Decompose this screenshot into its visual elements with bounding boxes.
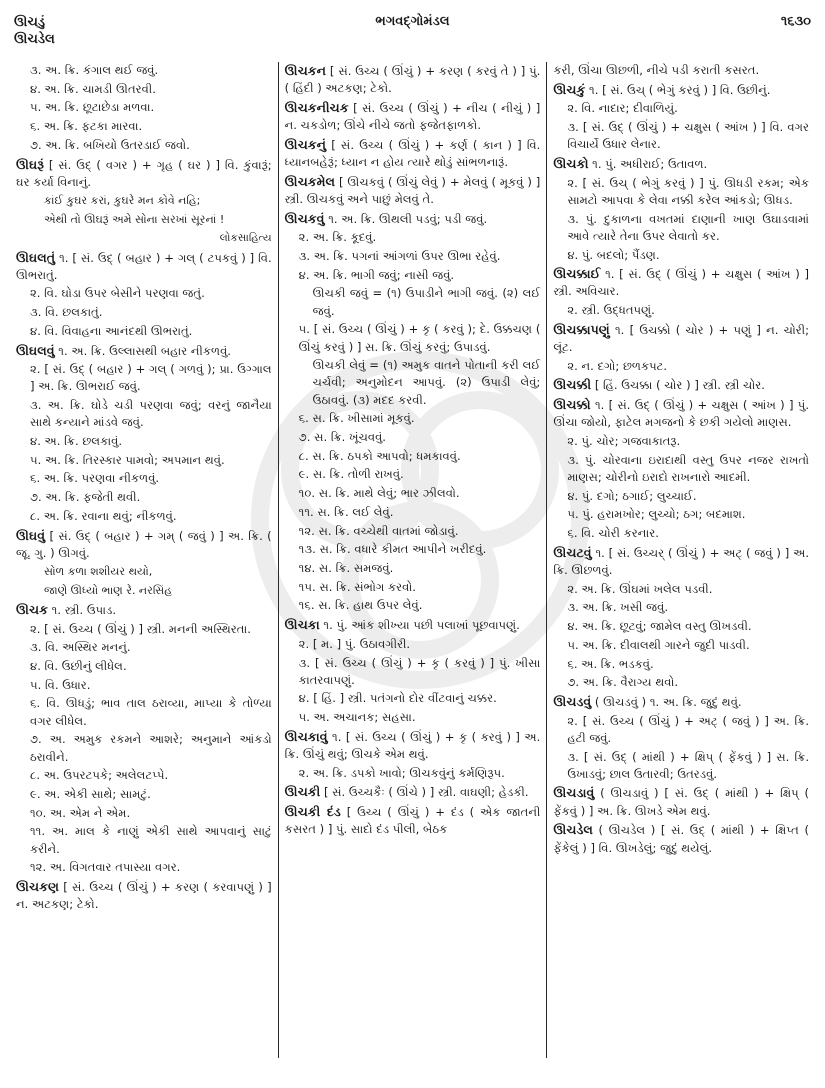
headword: ઊચકું xyxy=(553,81,586,97)
sense-line: ૪. અ. ક્રિ. છૂટવું; જામેલ વસ્તુ ઊખડવી. xyxy=(567,619,752,634)
dictionary-entry xyxy=(553,265,809,300)
dictionary-entry xyxy=(553,81,809,99)
definition: ૧. [ સં. ઉચ્ચર્ ( ઊંચું ) + અટ્ ( જવું ) ] અ. ક્રિ. ઊછળવું. xyxy=(553,545,810,577)
dictionary-entry xyxy=(285,173,541,208)
headword: ઊચકનું xyxy=(284,136,327,152)
sense-line: ૩. અ. ક્રિ. ઘોડે ચડી પરણવા જવું; વરનું જાનૈયા સાથે કન્યાને માંડવે જવું. xyxy=(30,398,272,430)
guide-word-last: ઊચડેલ xyxy=(14,32,55,47)
sense-line: ૬. અ. ક્રિ. ફટકા મારવા. xyxy=(30,119,143,134)
definition: ૧. અ. ક્રિ. ઊથલી પડવું; પડી જવું. xyxy=(324,211,488,226)
sense-line: ૩. વિ. છલકાતું. xyxy=(30,305,103,320)
sense-line: ૮. સ. ક્રિ. ઠપકો આપવો; ધમકાવવું. xyxy=(298,448,461,463)
sense-line: ૭. અ. ક્રિ. વૈરાગ્ય થવો. xyxy=(567,675,679,690)
sense-line: ૩. વિ. અસ્થિર મનનું. xyxy=(30,640,131,655)
headword: ઊચકી xyxy=(284,784,321,800)
headword: ઊચકણ xyxy=(16,878,59,894)
dictionary-entry xyxy=(16,527,272,562)
sense-line: ૪. પું. દગો; ઠગાઈ; લુચ્ચાઈ. xyxy=(567,488,697,503)
sense-line: ૫. અ. ક્રિ. છૂટાછેડા મળવા. xyxy=(30,100,155,115)
sense-line: ૨. [ સં. ઉદ્ ( બહાર ) + ગલ્ ( ગળવું ); પ્રા. ઉગ્ગાલ ] અ. ક્રિ. ઊભરાઈ જવું. xyxy=(30,362,272,394)
headword: ઊચડાવું xyxy=(553,785,595,801)
sense-line: ૭. અ. અમુક રકમને આશરે; અનુમાને આંકડો ઠરાવીને. xyxy=(30,732,272,764)
dictionary-entry xyxy=(285,616,541,634)
dictionary-entry xyxy=(553,155,809,173)
sense-line: ૮. અ. ઉપરટપકે; અલેલટપ્પે. xyxy=(30,768,169,783)
dictionary-entry xyxy=(553,544,809,579)
headword: ઊચકાવું xyxy=(284,728,328,744)
sense-line: ૨. અ. ક્રિ. ઊંઘમાં ખલેલ પડવી. xyxy=(567,581,713,596)
headword: ઊઘલવું xyxy=(16,342,55,358)
definition: ૧. [ સં. ઉદ્ ( બહાર ) + ગલ્ ( ટપકવું ) ] વિ. ઊભરાતું. xyxy=(16,250,272,282)
book-title: ભગવદ્ગોમંડલ xyxy=(375,14,450,29)
dictionary-entry xyxy=(285,99,541,134)
definition: ૧. [ સં. ઉચ્ચ ( ઊંચું ) + કૃ ( કરવું ) ] અ. ક્રિ. ઊંચું થવું; ઊચકે એમ થવું. xyxy=(284,729,541,762)
sense-line: ૨. વિ. નાદાર; દીવાળિયું. xyxy=(567,101,678,116)
headword: ઊચટવું xyxy=(553,544,592,560)
sense-line: ૯. સ. ક્રિ. તોળી રાખવું. xyxy=(298,467,404,482)
headword: ઊઘલતું xyxy=(16,249,56,265)
quotation-source: લોકસાહિત્ય xyxy=(219,231,272,244)
sense-line: ૩. [ સં. ઉદ્ ( ઊંચું ) + ચક્ષુસ ( આંખ ) ] વિ. વગર વિચાર્યે ઉધાર લેનાર. xyxy=(567,120,810,152)
headword: ઊઘરૂં xyxy=(16,156,44,172)
headword: ઊચકમેલ xyxy=(284,173,336,189)
sense-line: ૬. વિ. ચોરી કરનાર. xyxy=(567,526,659,541)
dictionary-entry xyxy=(285,136,541,171)
sense-line: ૫. પું. હરામખોર; લુચ્ચો; ઠગ; બદમાશ. xyxy=(567,507,746,522)
headword: ઊચક્કો xyxy=(553,397,591,413)
sense-line: ૫. [ સં. ઉચ્ચ ( ઊંચું ) + કૃ ( કરવું ); દે. ઉક્કચણ ( ઊંચું કરવું ) ] સ. ક્રિ. ઊંચું કરવું; ઉપાડવું. xyxy=(298,322,541,354)
sense-line: ૪. અ. ક્રિ. ભાગી જવું; નાસી જવું. xyxy=(298,267,455,282)
page-header xyxy=(14,14,811,54)
definition: [ ઉચ્ચ ( ઊંચું ) + દંડ ( એક જાતની કસરત ) ] પું. સાદો દંડ પીલી, બેઠક xyxy=(284,805,541,837)
guide-word-first: ઊચડું xyxy=(14,15,45,30)
sense-line: ૪. પું. બદલો; પૈંડણ. xyxy=(567,247,660,262)
dictionary-columns xyxy=(14,62,815,1058)
sense-line: ૧૨. સ. ક્રિ. વચ્ચેથી વાતમાં જોડાવું. xyxy=(298,523,459,538)
dictionary-entry xyxy=(285,728,541,763)
sense-line: ૧૦. અ. એમ ને એમ. xyxy=(30,805,131,820)
sense-line: ૧૫. સ. ક્રિ. સંભોગ કરવો. xyxy=(298,579,416,594)
sense-line: ૨. [ મ. ] પું. ઉઠાવગીરી. xyxy=(298,636,411,651)
quotation-line: કાંઈ કુઘર કરાં, કુઘરે મન કોવે નહિ; xyxy=(44,194,201,208)
headword: ઊચડવું xyxy=(553,693,592,709)
headword: ઊચકો xyxy=(553,156,589,172)
dictionary-entry xyxy=(16,878,272,913)
dictionary-entry xyxy=(285,803,541,838)
headword: ઊચક્કી xyxy=(553,377,592,393)
sense-line: ૨. [ સં. ઉચ્ચ ( ઊંચું ) + અટ્ ( જવું ) ] અ. ક્રિ. હટી જવું. xyxy=(567,713,810,745)
dictionary-entry xyxy=(285,783,541,801)
headword: ઊચડેલ xyxy=(553,822,593,838)
sense-line: ૪. અ. ક્રિ. છલકાવું. xyxy=(30,434,122,449)
definition: ( ઊચડાવું ) [ સં. ઉદ્ ( માંથી ) + ક્ષિપ્ ( ફેંકવું ) ] અ. ક્રિ. ઊખડે એમ થવું. xyxy=(553,786,810,818)
sense-line: ૪. અ. ક્રિ. ચામડી ઊતરવી. xyxy=(30,81,156,96)
quotation-line: સોળ કળા શશીયર થયો, xyxy=(44,565,153,579)
definition: ૧. પું. આંક શીખ્યા પછી પલાખાં પૂછવાપણું. xyxy=(319,618,520,633)
sense-line: ૨. વિ. ઘોડા ઉપર બેસીને પરણવા જતું. xyxy=(30,286,205,301)
sense-line: ૬. સ. ક્રિ. ખીસામાં મૂકવું. xyxy=(298,411,415,426)
definition: [ સં. ઉદ્ ( વગર ) + ગૃહ ( ઘર ) ] વિ. કુંવારૂં; ઘર કર્યા વિનાનું. xyxy=(16,157,272,189)
headword: ઊચકવું xyxy=(284,210,325,226)
quotation-line: એથી તો ઊઘરૂં અમે સોના સરખાં સૂરનાં ! xyxy=(44,213,225,227)
sense-line: ૩. અ. ક્રિ. પગનાં આંગળાં ઉપર ઊભા રહેવું. xyxy=(298,249,501,264)
sense-line: ૪. વિ. ઉછીનું લીધેલ. xyxy=(30,659,127,673)
sense-line: ૮. અ. ક્રિ. રવાના થવું; નીકળવું. xyxy=(30,508,177,523)
sense-line: ૨. પું. ચોર; ગજવાકાતરૂ. xyxy=(567,434,681,449)
sense-line: ૧૪. સ. ક્રિ. સમજવું. xyxy=(298,560,394,575)
definition: [ સં. ઉચ્ચ ( ઊંચું ) + કરણ ( કરવાપણું ) ] ન. અટકણ; ટેકો. xyxy=(16,879,272,912)
definition: ( ઊચડેલ ) [ સં. ઉદ્ ( માંથી ) + ક્ષિપ્ત ( ફેંકેલું ) ] વિ. ઊખડેલું; જુદું થયેલું. xyxy=(553,823,810,855)
sense-line: ૨. સ્ત્રી. ઉદ્ધતપણું. xyxy=(567,303,655,318)
page-number: ૧૬૩૦ xyxy=(780,14,811,29)
dictionary-entry xyxy=(16,249,272,284)
definition: ( ઊચડવું ) ૧. અ. ક્રિ. જુદું થવું. xyxy=(591,694,742,709)
definition: ૧. અ. ક્રિ. ઉલ્લાસથી બહાર નીકળવું. xyxy=(54,343,231,358)
headword: ઊચકી દંડ xyxy=(284,804,341,820)
dictionary-entry xyxy=(285,62,541,97)
sense-line: ૧૧. સ. ક્રિ. લઈ લેવું. xyxy=(298,504,394,519)
definition: [ સં. ઉચ્ચ ( ઊંચું ) + નીચ ( નીચું ) ] ન. ચકડોળ; ઊંચે નીચે જતો ફજેતફાળકો. xyxy=(284,100,541,133)
sense-line: કરી, ઊંચા ઊછળી, નીચે પડી કરાતી કસરત. xyxy=(553,63,760,77)
sense-line: ૪. [ હિં. ] સ્ત્રી. પતંગનો દોર વીંટવાનું ચક્કર. xyxy=(298,691,497,706)
headword: ઊચક્કાઈ xyxy=(553,266,601,282)
sense-line: ૩. અ. ક્રિ. ખસી જવું. xyxy=(567,600,669,615)
sense-line: ૩. [ સં. ઉદ્ ( માંથી ) + ક્ષિપ્ ( ફેંકવું ) ] સ. ક્રિ. ઉખાડવું; છાલ ઉતારવી; ઉતરડવું. xyxy=(567,749,810,781)
headword: ઊચકા xyxy=(284,617,320,633)
sense-line: ૨. [ સં. ઉચ્ચ ( ઊંચું ) ] સ્ત્રી. મનની અસ્થિરતા. xyxy=(30,621,251,636)
dictionary-entry xyxy=(553,821,809,856)
sense-line: ૬. અ. ક્રિ. પરણવા નીકળવું. xyxy=(30,471,160,486)
sense-line: ૯. અ. એકી સાથે; સામટું. xyxy=(30,786,151,801)
definition: ૧. [ ઉચક્કો ( ચોર ) + પણું ] ન. ચોરી; લૂંટ. xyxy=(553,322,810,355)
column-middle xyxy=(278,62,547,1058)
headword: ઊચક xyxy=(16,601,48,617)
dictionary-entry xyxy=(553,784,809,819)
sense-line: ૬. વિ. ઊધડું; ભાવ તાલ ઠરાવ્યા, માપ્યા કે તોળ્યા વગર લીધેલ. xyxy=(30,696,272,728)
headword: ઊચકન xyxy=(284,63,327,78)
sense-line: ૨. ન. દગો; છળકપટ. xyxy=(567,358,668,373)
sense-line: ૭. અ. ક્રિ. ફજેતી થવી. xyxy=(30,490,141,505)
dictionary-entry xyxy=(16,342,272,360)
sense-line: ૨. અ. ક્રિ. કૂદવું. xyxy=(298,230,377,245)
sense-line: ૬. અ. ક્રિ. ભડકવું. xyxy=(567,656,654,671)
sense-line: ૧૬. સ. ક્રિ. હાથ ઉપર લેવું. xyxy=(298,598,423,613)
definition: [ સં. ઉચ્ચ ( ઊંચું ) + કર્ણ ( કાન ) ] વિ. ધ્યાનબહેરૂં; ધ્યાન ન હોય ત્યારે થોડું સાંભળનારૂં. xyxy=(284,137,541,170)
definition: ૧. સ્ત્રી. ઉપાડ. xyxy=(48,602,117,617)
sense-line: ૪. વિ. વિવાહના આનંદથી ઊભરાતું. xyxy=(30,323,193,338)
sense-line: ૧૨. અ. વિગતવાર તપાસ્યા વગર. xyxy=(30,860,181,875)
headword: ઊઘવું xyxy=(16,527,46,543)
dictionary-entry xyxy=(553,693,809,711)
definition: ૧. [ સં. ઉદ્ ( ઊંચું ) + ચક્ષુસ ( આંખ ) ] સ્ત્રી. અવિચાર. xyxy=(553,267,810,299)
sense-line: ૩. પું. ચોરવાના ઇરાદાથી વસ્તુ ઉપર નજર રાખતો માણસ; ચોરીનો ઇરાદો રાખનારો આદમી. xyxy=(567,452,810,484)
definition: [ સં. ઉચ્ચકૈઃ ( ઊંચે ) ] સ્ત્રી. વાઘણી; હેડકી. xyxy=(320,785,529,800)
sense-line: ૧૩. સ. ક્રિ. વધારે કીમત આપીને ખરીદવું. xyxy=(298,542,487,557)
dictionary-entry xyxy=(553,321,809,356)
sense-line: ઊચકી જવું = (૧) ઉપાડીને ભાગી જવું. (૨) લઈ જવું. xyxy=(312,286,541,318)
dictionary-entry xyxy=(553,376,809,394)
sense-line: ૫. અ. ક્રિ. તિરસ્કાર પામવો; અપમાન થવું. xyxy=(30,452,225,467)
sense-line: ૨. [ સં. ઉચ્ ( ભેગું કરવું ) ] પું. ઊધડી રકમ; એક સામટો આપવા કે લેવા નક્કી કરેલ આંકડો; ઊધડ. xyxy=(567,175,810,207)
definition: [ સં. ઉદ્ ( બહાર ) + ગમ્ ( જવું ) ] અ. ક્રિ. ( જૂ. ગુ. ) ઊગવું. xyxy=(16,528,272,560)
definition: [ ઊચકવું ( ઊંચું લેવું ) + મેલવું ( મૂકવું ) ] સ્ત્રી. ઊચકવું અને પાછું મેલવું તે. xyxy=(284,174,541,206)
definition: [ સં. ઉચ્ચ ( ઊંચું ) + કરણ ( કરવું તે ) ] પું. ( હિંદી ) અટકણ; ટેકો. xyxy=(284,64,541,96)
dictionary-entry xyxy=(16,601,272,619)
sense-line: ૫. અ. ક્રિ. દીવાલથી ગારને જુદી પાડવી. xyxy=(567,637,750,652)
sense-line: ૧૧. અ. માલ કે નાણું એકી સાથે આપવાનું સાટું કરીને. xyxy=(30,824,272,856)
quotation-line: જાણે ઊધ્યો ભાણ રે. નરસિંહ xyxy=(44,584,173,598)
sense-line: ૨. અ. ક્રિ. ડપકો ખાવો; ઊચકવુંનું કર્મણિરૂપ. xyxy=(298,765,505,780)
definition: ૧. [ સં. ઉદ્ ( ઊંચું ) + ચક્ષુસ ( આંખ ) ] પું. ઊંચા જોયો, ફાટેલ મગજનો કે છકી ગયેલો માણસ. xyxy=(553,398,810,430)
sense-line: ૫. વિ. ઉધાર. xyxy=(30,677,91,692)
headword: ઊચકનીચક xyxy=(284,99,349,115)
column-right xyxy=(546,62,815,1058)
sense-line: ૫. અ. અચાનક; સહસા. xyxy=(298,710,416,725)
definition: ૧. પું. અધીરાઈ; ઉતાવળ. xyxy=(588,157,708,172)
sense-line: ૭. અ. ક્રિ. બખિયો ઉતરડાઈ જવો. xyxy=(30,137,190,152)
dictionary-entry xyxy=(16,156,272,191)
sense-line: ૩. અ. ક્રિ. કંગાલ થઈ જવું. xyxy=(30,63,159,77)
dictionary-entry xyxy=(553,396,809,431)
dictionary-entry xyxy=(285,210,541,228)
sense-line: ૭. સ. ક્રિ. ખૂંચવવું. xyxy=(298,430,386,445)
sense-line: ઊચકી લેવું = (૧) અમુક વાતને પોતાની કરી લઈ ચર્ચવી; અનુમોદન આપવું. (૨) ઉપાડી લેવું; ઉઠાવવું. (૩) મદદ કરવી. xyxy=(312,358,541,407)
headword: ઊચક્કાપણું xyxy=(553,321,610,337)
sense-line: ૩. [ સં. ઉચ્ચ ( ઊંચું ) + કૃ ( કરવું ) ] પું. ખીસા કાતરવાપણું. xyxy=(298,655,541,687)
definition: ૧. [ સં. ઉચ્ ( ભેગું કરવું ) ] વિ. ઉછીનું. xyxy=(585,82,771,97)
sense-line: ૩. પું. દુકાળના વખતમાં દાણાની ખાણ ઉઘાડવામાં આવે ત્યારે તેના ઉપર લેવાતો કર. xyxy=(567,211,810,243)
definition: [ હિં. ઉચક્કા ( ચોર ) ] સ્ત્રી. સ્ત્રી ચોર. xyxy=(591,378,765,393)
sense-line: ૧૦. સ. ક્રિ. માથે લેવું; ભાર ઝીલવો. xyxy=(298,486,460,501)
column-left xyxy=(14,62,278,1058)
